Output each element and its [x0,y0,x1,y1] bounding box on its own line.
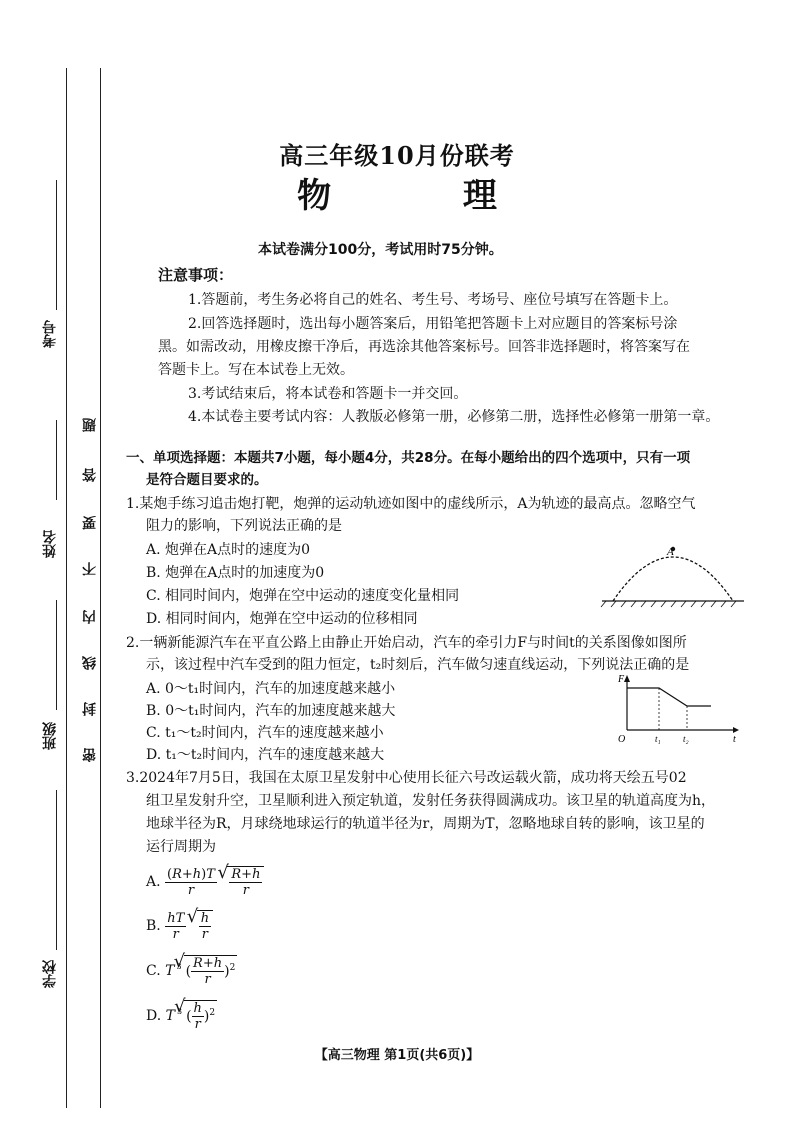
seal-char-4: 不 [82,562,98,576]
kaohao-label: 考号 [42,320,58,348]
notice-item-2b: 黑。如需改动，用橡皮擦干净后，再选涂其他答案标号。回答非选择题时，将答案写在 [158,339,690,355]
q3-option-a-sqrt: √ $\frac{R+h}{r}$ [227,866,264,898]
banji-label: 班级 [42,722,58,750]
xingming-label: 姓名 [42,530,58,558]
q2-force-time-graph [615,672,745,744]
q3-stem-2: 组卫星发射升空，卫星顺利进入预定轨道，发射任务获得圆满成功。该卫星的轨道高度为h， [146,793,716,809]
q3-option-b-label: B. [146,918,161,934]
q2-t1-label: t₁ [655,734,661,744]
seal-char-2: 答 [82,468,98,482]
q2-option-d: D. t₁～t₂时间内，汽车的速度越来越大 [146,747,385,763]
q3-option-b-frac: $\frac{hT}{r}$ [167,910,185,942]
notice-item-2: 2.回答选择题时，选出每小题答案后，用铅笔把答题卡上对应题目的答案标号涂 [188,316,678,332]
seal-char-3: 要 [82,516,98,530]
q3-option-b [146,910,213,942]
seal-char-8: 密 [82,748,98,762]
q1-trajectory-figure [598,535,748,610]
xuexiao-label: 学校 [42,960,58,988]
seal-char-1: 题 [82,418,98,432]
q2-option-a: A. 0～t₁时间内，汽车的加速度越来越小 [146,681,396,697]
exam-title: 高三年级10月份联考 [279,141,515,170]
q2-axis-f: F [618,674,625,685]
q1-stem: 1.某炮手练习追击炮打靶，炮弹的运动轨迹如图中的虚线所示，A为轨迹的最高点。忽略空气 [126,496,696,512]
q2-option-b: B. 0～t₁时间内，汽车的加速度越来越大 [146,703,396,719]
subject-title: 物 理 [297,176,557,216]
section1-heading: 一、单项选择题：本题共7小题，每小题4分，共28分。在每小题给出的四个选项中，只有一项 [126,450,691,466]
q2-origin: O [618,734,626,744]
notice-heading: 注意事项： [158,266,234,284]
q3-stem: 3.2024年7月5日，我国在太原卫星发射中心使用长征六号改运载火箭，成功将天绘五号02 [126,770,687,786]
q2-stem-2: 示，该过程中汽车受到的阻力恒定，t₂时刻后，汽车做匀速直线运动，下列说法正确的是 [146,657,690,673]
q3-option-c: C. T $^3$√ ( $\frac{R+h}{r}$ )$^2$ [146,955,237,987]
seal-char-7: 封 [82,702,98,716]
q1-option-c: C. 相同时间内，炮弹在空中运动的速度变化量相同 [146,588,460,604]
q1-option-a: A. 炮弹在A点时的速度为0 [146,542,311,558]
banji-blank [56,600,57,710]
section1-heading-2: 是符合题目要求的。 [146,472,268,488]
xingming-blank [56,420,57,500]
q3-option-d-label: D. [146,1008,162,1024]
q3-option-a [146,866,264,898]
q1-point-a-label: A [667,546,674,558]
q2-t2-label: t₂ [683,734,689,744]
binding-line-outer [66,68,67,1108]
page-footer: 【高三物理 第1页(共6页)】 [314,1048,480,1063]
q3-option-b-sqrt: √ $\frac{h}{r}$ [197,910,213,942]
q3-option-d: D. T $^3$√ ( $\frac{h}{r}$ )$^2$ [146,1000,217,1032]
xuexiao-blank [56,790,57,950]
q2-axis-t: t [733,734,736,744]
notice-item-1: 1.答题前，考生务必将自己的姓名、考生号、考场号、座位号填写在答题卡上。 [188,292,678,308]
notice-item-3: 3.考试结束后，将本试卷和答题卡一并交回。 [188,386,468,402]
q1-stem-2: 阻力的影响，下列说法正确的是 [146,518,342,534]
q2-option-c: C. t₁～t₂时间内，汽车的速度越来越小 [146,725,384,741]
q1-option-b: B. 炮弹在A点时的加速度为0 [146,565,325,581]
seal-char-5: 内 [82,610,98,624]
notice-item-2c: 答题卡上。写在本试卷上无效。 [158,362,354,378]
q3-option-a-label: A. [146,874,161,890]
q3-option-a-frac: $\frac{(R+h)T}{r}$ [167,866,215,898]
seal-char-6: 线 [82,656,98,670]
q3-stem-3: 地球半径为R，月球绕地球运行的轨道半径为r，周期为T，忽略地球自转的影响，该卫星的 [146,816,705,832]
score-info: 本试卷满分100分，考试用时75分钟。 [258,242,503,258]
q3-option-c-label: C. [146,963,161,979]
binding-line-inner [100,68,101,1108]
q1-option-d: D. 相同时间内，炮弹在空中运动的位移相同 [146,611,418,627]
notice-item-4: 4.本试卷主要考试内容：人教版必修第一册，必修第二册，选择性必修第一册第一章。 [188,409,720,425]
q2-stem: 2.一辆新能源汽车在平直公路上由静止开始启动，汽车的牵引力F与时间t的关系图像如图所 [126,635,687,651]
q3-stem-4: 运行周期为 [146,839,216,855]
